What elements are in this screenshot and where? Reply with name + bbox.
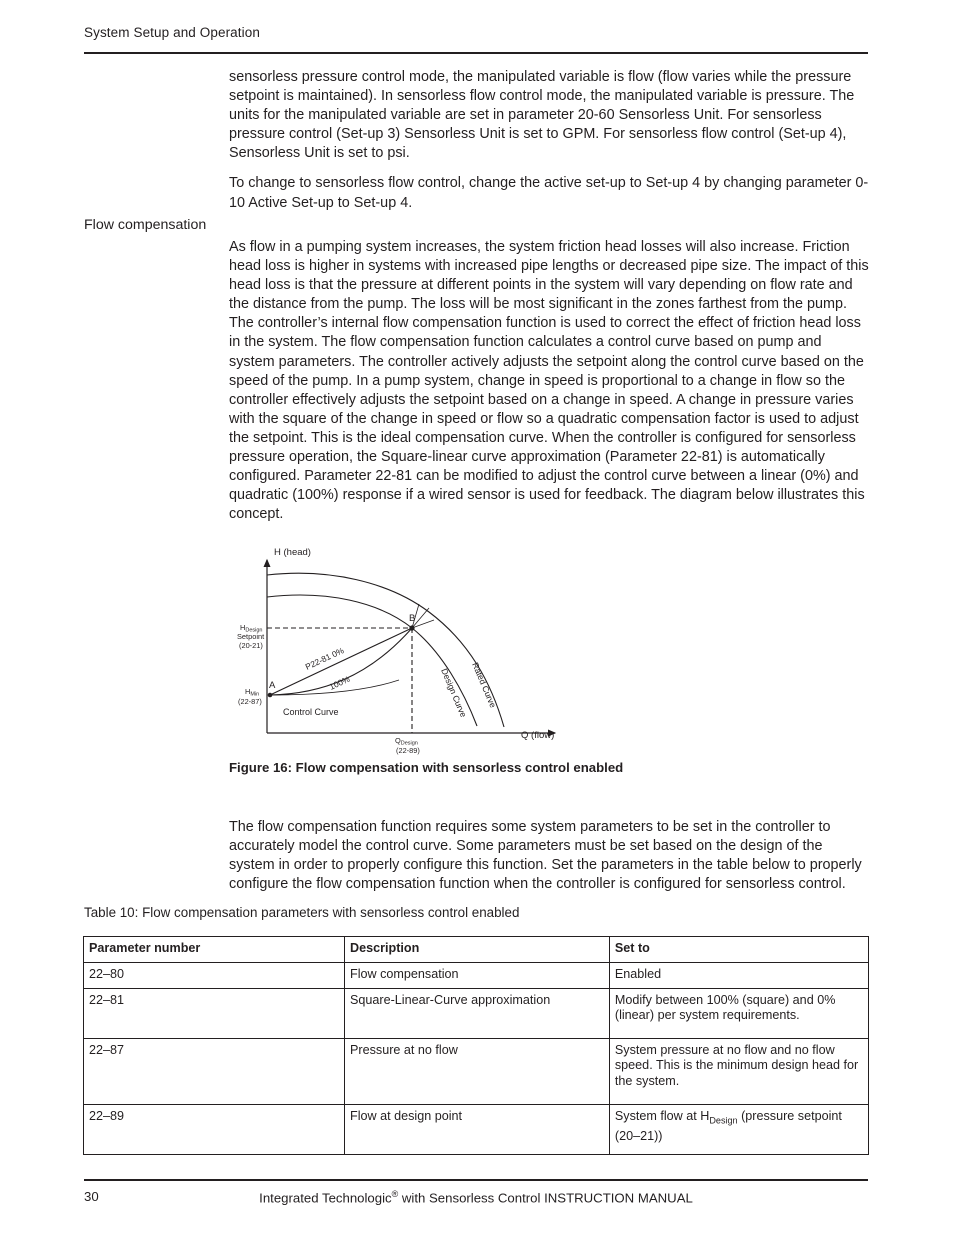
column-header-parameter-number: Parameter number — [84, 937, 345, 963]
cell-description: Flow compensation — [345, 962, 610, 988]
cell-description: Square-Linear-Curve approximation — [345, 988, 610, 1038]
footer-title-suffix: with Sensorless Control INSTRUCTION MANUAL — [398, 1190, 693, 1206]
cell-set-to-prefix: System flow at H — [614, 1108, 710, 1123]
footer-page-number: 30 — [84, 1189, 99, 1204]
y-axis-label: H (head) — [274, 547, 311, 558]
cell-description: Pressure at no flow — [345, 1038, 610, 1104]
flow-compensation-parameters-table — [83, 936, 869, 1155]
rated-curve-label: Rated Curve — [470, 660, 499, 710]
svg-text:HMin: HMin — [245, 687, 260, 698]
h-design-setpoint-label — [237, 623, 264, 650]
control-curve-label: Control Curve — [283, 707, 339, 717]
svg-text:QDesign: QDesign — [395, 736, 418, 747]
cell-set-to-suffix: (pressure setpoint (20–21)) — [614, 1108, 842, 1143]
intro-text-block — [229, 68, 869, 224]
running-header-title: System Setup and Operation — [84, 25, 260, 40]
table-row — [84, 988, 869, 1038]
svg-text:(20-21): (20-21) — [239, 641, 263, 650]
svg-text:(22-89): (22-89) — [396, 746, 420, 755]
point-a-label: A — [269, 680, 276, 691]
point-b-label: B — [409, 613, 416, 624]
cell-set-to-subscript: Design — [709, 1115, 738, 1126]
rated-curve-path — [267, 573, 504, 727]
cell-description: Flow at design point — [345, 1104, 610, 1154]
figure-flow-compensation-diagram — [229, 542, 569, 760]
cell-set-to — [609, 1104, 868, 1154]
cell-parameter-number: 22–81 — [84, 988, 345, 1038]
footer-rule — [84, 1179, 868, 1181]
flow-compensation-text-block — [229, 238, 869, 535]
paragraph-sensorless-modes: sensorless pressure control mode, the manipulated variable is flow (flow varies while the pressure setpoint is maintained). In sensorless flow control mode, the manipulated variable is pressure. The units for the manipulated variable are set in parameter 20-60 Sensorless Unit. For sensorless pressure control (Set-up 3) Sensorless Unit is set to GPM. For sensorless flow control (Set-up 4), Sensorless Unit is set to psi. — [229, 69, 855, 162]
svg-text:Setpoint: Setpoint — [237, 632, 265, 641]
cell-set-to: Modify between 100% (square) and 0% (linear) per system requirements. — [609, 988, 868, 1038]
section-heading-flow-compensation: Flow compensation — [84, 217, 207, 233]
paragraph-flow-compensation: As flow in a pumping system increases, the system friction head losses will also increase. Friction head loss is higher in systems with increased pipe lengths or decreased pipe size. The impact of this head loss is that the pressure at different points in the system will vary depending on flow rate and the distance from the pump. The loss will be most significant in the zones farthest from the pump. The controller’s internal flow compensation function is used to correct the effect of friction head loss in the system. The flow compensation function calculates a control curve based on pump and system parameters. The controller actively adjusts the setpoint along the control curve based on the speed of the pump. In a pump system, change in speed is proportional to a change in flow so the controller effectively adjusts the setpoint based on a change in speed. A change in pressure varies with the square of the change in speed or flow so a quadratic compensation factor is used to adjust the setpoint. This is the ideal compensation curve. When the controller is configured for sensorless pressure operation, the Square-linear curve approximation (Parameter 22-81) is automatically configured. Parameter 22-81 can be modified to adjust the control curve between a linear (0%) and quadratic (100%) response if a wired sensor is used for feedback. The diagram below illustrates this concept. — [229, 239, 869, 523]
q-design-label — [395, 736, 420, 755]
post-figure-text-block — [229, 818, 869, 905]
footer-title-prefix: Integrated Technologic — [259, 1190, 392, 1206]
table-row — [84, 962, 869, 988]
svg-text:HDesign: HDesign — [240, 623, 263, 634]
cell-parameter-number: 22–87 — [84, 1038, 345, 1104]
cell-set-to: Enabled — [609, 962, 868, 988]
header-rule — [84, 52, 868, 54]
design-curve-label: Design Curve — [439, 666, 469, 719]
cell-parameter-number: 22–80 — [84, 962, 345, 988]
paragraph-change-setup: To change to sensorless flow control, change the active set-up to Set-up 4 by changing parameter 0-10 Active Set-up to Set-up 4. — [229, 175, 869, 211]
point-b-marker — [409, 625, 414, 630]
column-header-description: Description — [345, 937, 610, 963]
cell-parameter-number: 22–89 — [84, 1104, 345, 1154]
x-axis-label: Q (flow) — [521, 730, 555, 741]
footer-manual-title — [84, 1189, 868, 1205]
point-a-marker — [268, 693, 273, 698]
column-header-set-to: Set to — [609, 937, 868, 963]
table-header-row — [84, 937, 869, 963]
table-row — [84, 1104, 869, 1154]
figure-caption: Figure 16: Flow compensation with sensorless control enabled — [229, 760, 624, 775]
control-curve-100pct-label: 100% — [327, 673, 352, 692]
registered-trademark-icon: ® — [391, 1189, 399, 1199]
table-row — [84, 1038, 869, 1104]
cell-set-to: System pressure at no flow and no flow speed. This is the minimum design head for the system. — [609, 1038, 868, 1104]
h-min-label — [238, 687, 262, 706]
svg-text:(22-87): (22-87) — [238, 697, 262, 706]
paragraph-after-figure: The flow compensation function requires some system parameters to be set in the controller to accurately model the control curve. Some parameters must be set based on the design of the system in order to properly configure this function. Set the parameters in the table below to properly configure the flow compensation function when the controller is configured for sensorless control. — [229, 819, 862, 893]
table-caption: Table 10: Flow compensation parameters with sensorless control enabled — [84, 905, 520, 920]
p22-81-0pct-label: P22-81 0% — [303, 645, 346, 672]
